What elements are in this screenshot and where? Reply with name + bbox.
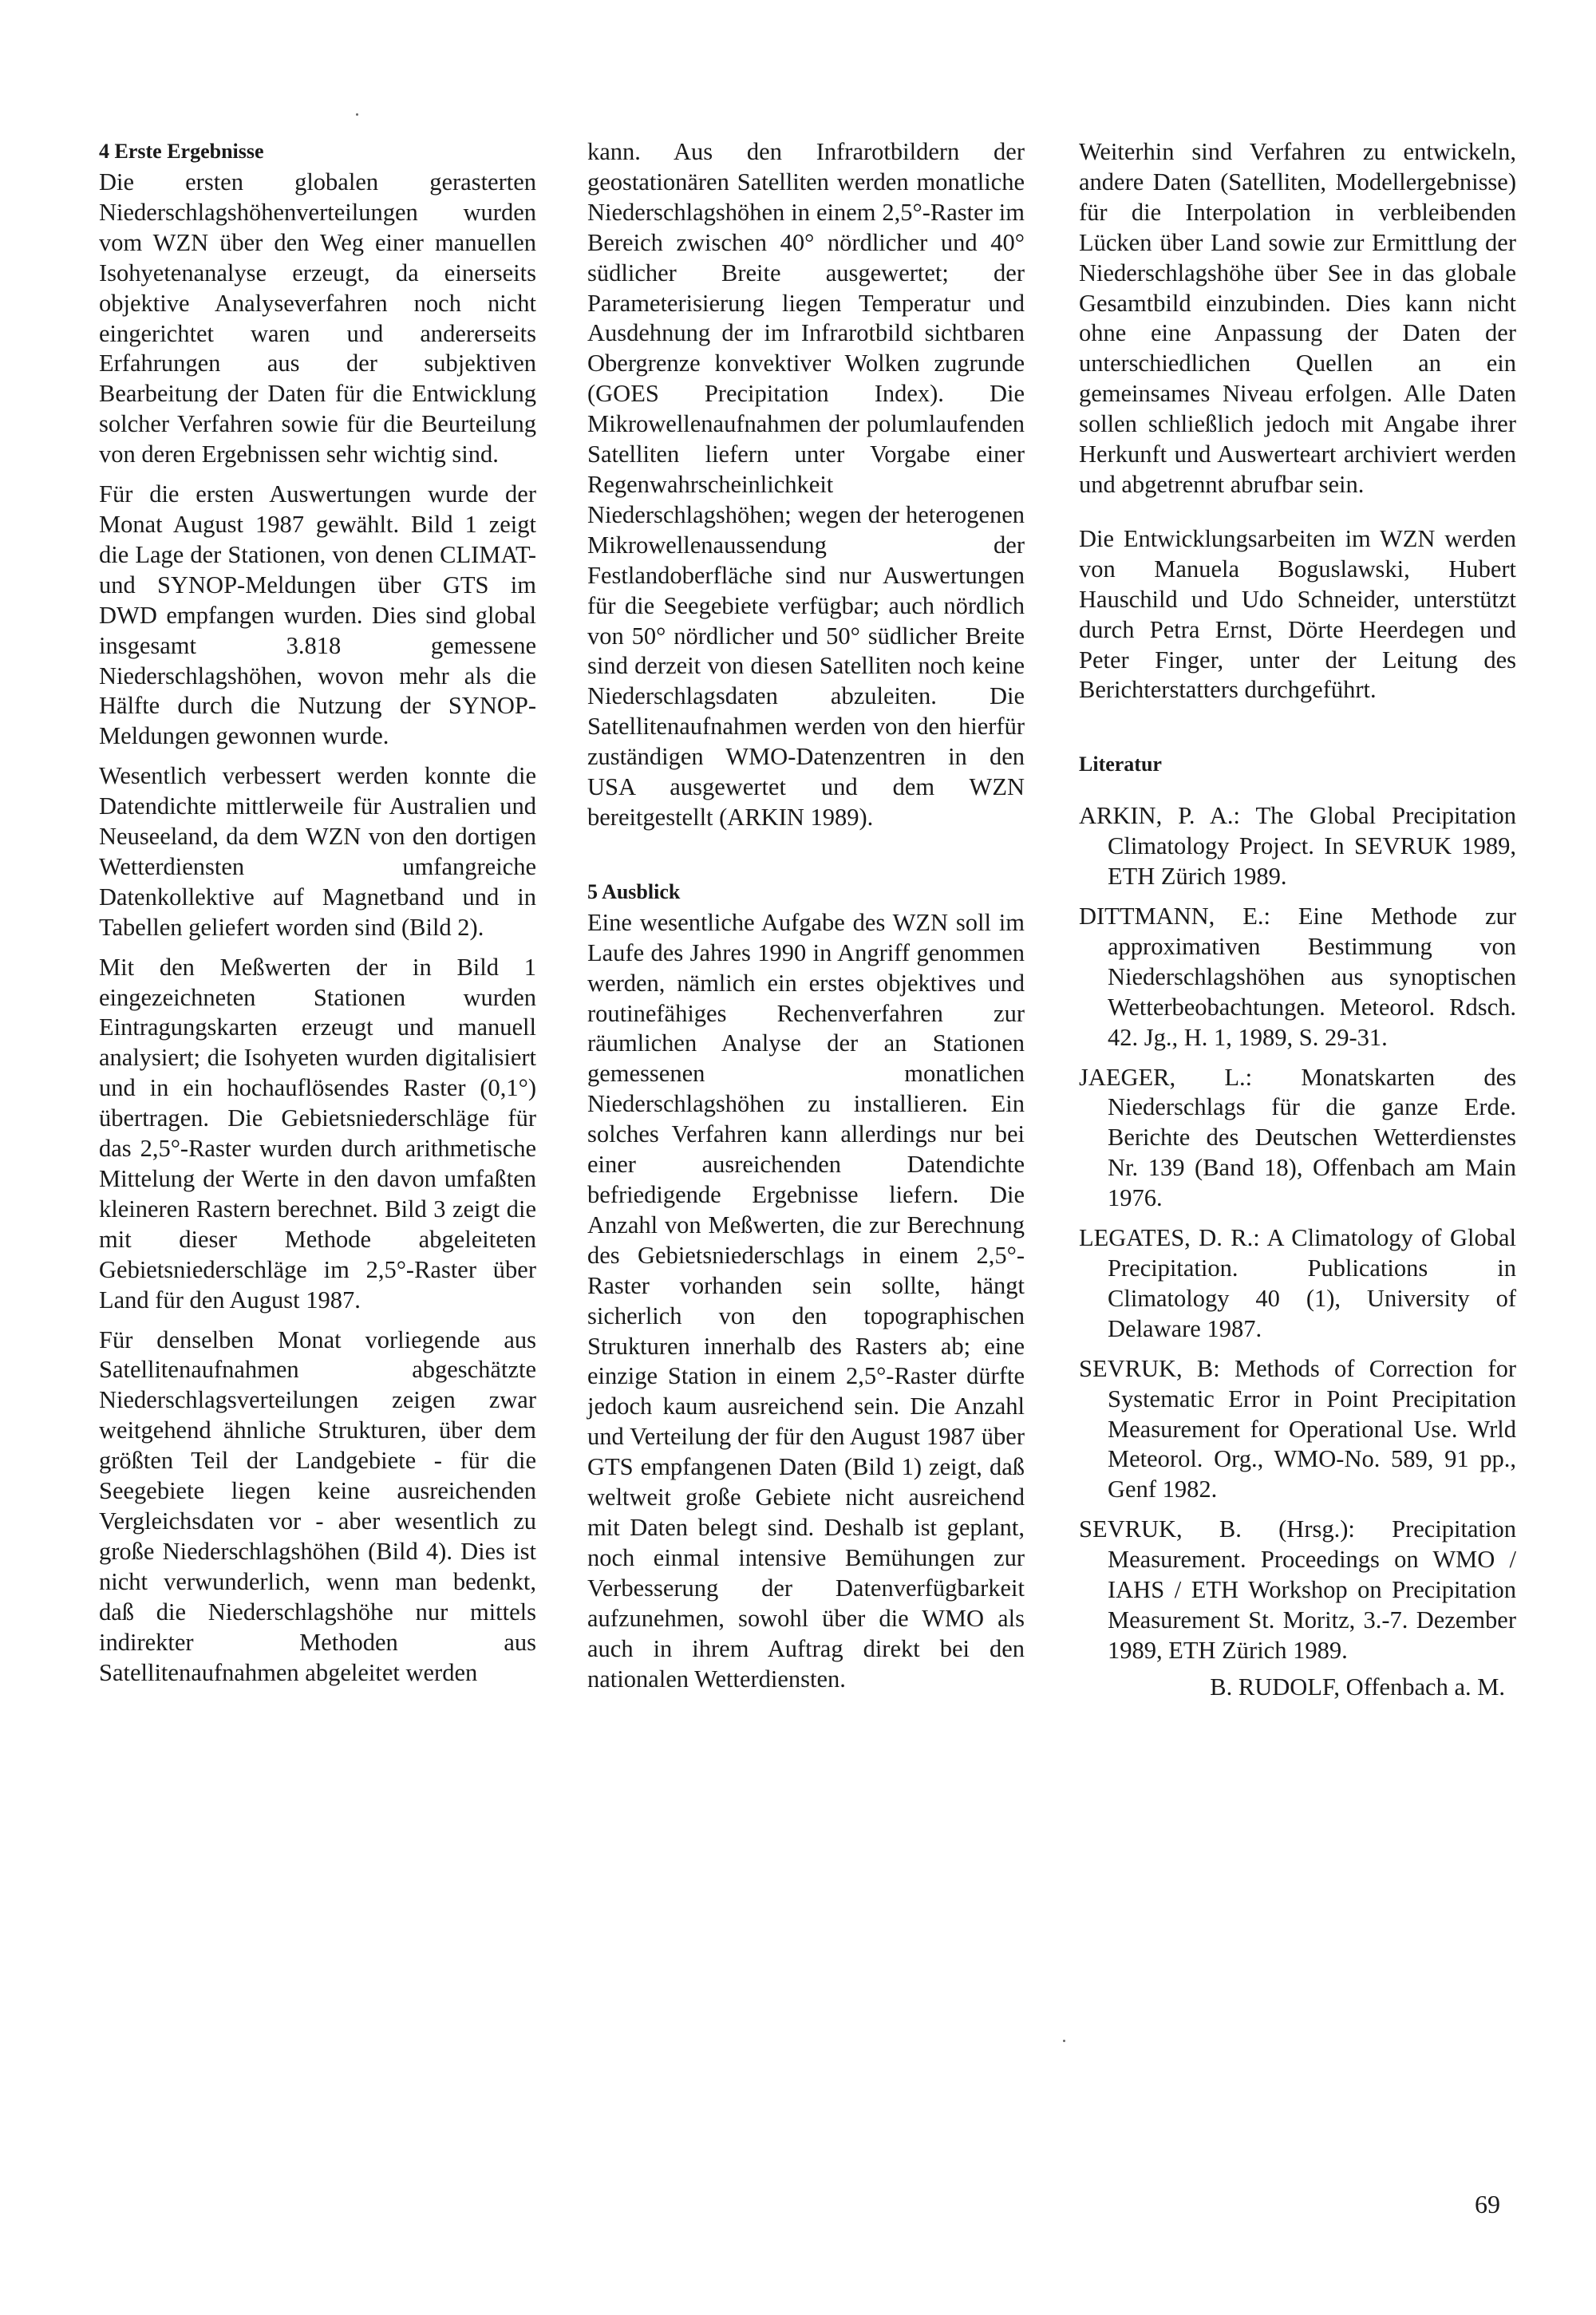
reference-entry: SEVRUK, B. (Hrsg.): Precipitation Measurement. Proceedings on WMO / IAHS / ETH Workshop on Precipitation Measurement St. Moritz, 3.-7. Dezember 1989, ETH Zürich 1989. <box>1079 1515 1516 1664</box>
column-left <box>99 137 536 1697</box>
author-signature: B. RUDOLF, Offenbach a. M. <box>1210 1673 1505 1701</box>
literature-heading: Literatur <box>1079 753 1162 776</box>
column-middle <box>587 137 1025 1704</box>
print-speck <box>1063 2040 1065 2042</box>
reference-entry: JAEGER, L.: Monatskarten des Niederschlags für die ganze Erde. Berichte des Deutschen Wetterdienstes Nr. 139 (Band 18), Offenbach am Main 1976. <box>1079 1063 1516 1212</box>
paragraph: Mit den Meßwerten der in Bild 1 eingezeichneten Stationen wurden Eintragungskarten erzeugt und manuell analysiert; die Isohyeten wurden digitalisiert und in ein hochauflösendes Raster (0,1°) übertragen. Die Gebietsniederschläge für das 2,5°-Raster wurden durch arithmetische Mittelung der Werte in den davon umfaßten kleineren Rastern berechnet. Bild 3 zeigt die mit dieser Methode abgeleiteten Gebietsniederschläge im 2,5°-Raster über Land für den August 1987. <box>99 953 536 1314</box>
section-5-heading: 5 Ausblick <box>587 879 681 903</box>
paragraph: Wesentlich verbessert werden konnte die Datendichte mittlerweile für Australien und Neuseeland, da dem WZN von den dortigen Wetterdiensten umfangreiche Datenkollektive auf Magnetband und in Tabellen geliefert worden sind (Bild 2). <box>99 762 536 941</box>
paragraph: Die ersten globalen gerasterten Niederschlagshöhenverteilungen wurden vom WZN über den Weg einer manuellen Isohyetenanalyse erzeugt, da einerseits objektive Analyseverfahren noch nicht eingerichtet waren und andererseits Erfahrungen aus der subjektiven Bearbeitung der Daten für die Entwicklung solcher Verfahren sowie für die Beurteilung von deren Ergebnissen sehr wichtig sind. <box>99 168 536 468</box>
reference-list <box>1079 801 1516 1665</box>
section-4-heading: 4 Erste Ergebnisse <box>99 140 264 163</box>
column-right <box>1079 137 1516 1703</box>
reference-entry: SEVRUK, B: Methods of Correction for Systematic Error in Point Precipitation Measurement for Operational Use. Wrld Meteorol. Org., WMO-No. 589, 91 pp., Genf 1982. <box>1079 1354 1516 1503</box>
reference-entry: DITTMANN, E.: Eine Methode zur approximativen Bestimmung von Niederschlagshöhen aus synoptischen Wetterbeobachtungen. Meteorol. Rdsch. 42. Jg., H. 1, 1989, S. 29-31. <box>1079 903 1516 1051</box>
paragraph: Eine wesentliche Aufgabe des WZN soll im Laufe des Jahres 1990 in Angriff genommen werden, nämlich ein erstes objektives und routinefähiges Rechenverfahren zur räumlichen Analyse der an Stationen gemessenen monatlichen Niederschlagshöhen zu installieren. Ein solches Verfahren kann allerdings nur bei einer ausreichenden Datendichte befriedigende Ergebnisse liefern. Die Anzahl von Meßwerten, die zur Berechnung des Gebietsniederschlags in einem 2,5°-Raster vorhanden sein sollte, hängt sicherlich von den topographischen Strukturen innerhalb des Rasters ab; eine einzige Station in einem 2,5°-Raster dürfte jedoch kaum ausreichend sein. Die Anzahl und Verteilung der für den August 1987 über GTS empfangenen Daten (Bild 1) zeigt, daß weltweit große Gebiete nicht ausreichend mit Daten belegt sind. Deshalb ist geplant, noch einmal intensive Bemühungen zur Verbesserung der Datenverfügbarkeit aufzunehmen, sowohl über die WMO als auch in ihrem Auftrag direkt bei den nationalen Wetterdiensten. <box>587 908 1025 1693</box>
paragraph: kann. Aus den Infrarotbildern der geostationären Satelliten werden monatliche Niederschlagshöhen in einem 2,5°-Raster im Bereich zwischen 40° nördlicher und 40° südlicher Breite ausgewertet; der Parameterisierung liegen Temperatur und Ausdehnung der im Infrarotbild sichtbaren Obergrenze konvektiver Wolken zugrunde (GOES Precipitation Index). Die Mikrowellenaufnahmen der polumlaufenden Satelliten liefern unter Vorgabe einer Regenwahrscheinlichkeit Niederschlagshöhen; wegen der heterogenen Mikrowellenaussendung der Festlandoberfläche sind nur Auswertungen für die Seegebiete verfügbar; auch nördlich von 50° nördlicher und 50° südlicher Breite sind derzeit von diesen Satelliten noch keine Niederschlagsdaten abzuleiten. Die Satellitenaufnahmen werden von den hierfür zuständigen WMO-Datenzentren in den USA ausgewertet und dem WZN bereitgestellt (ARKIN 1989). <box>587 138 1025 831</box>
paragraph: Für denselben Monat vorliegende aus Satellitenaufnahmen abgeschätzte Niederschlagsverteilungen zeigen zwar weitgehend ähnliche Strukturen, über dem größten Teil der Landgebiete - für die Seegebiete liegen keine ausreichenden Vergleichsdaten vor - aber wesentlich zu große Niederschlagshöhen (Bild 4). Dies ist nicht verwunderlich, wenn man bedenkt, daß die Niederschlagshöhe nur mittels indirekter Methoden aus Satellitenaufnahmen abgeleitet werden <box>99 1325 536 1686</box>
paragraph: Weiterhin sind Verfahren zu entwickeln, andere Daten (Satelliten, Modellergebnisse) für die Interpolation in verbleibenden Lücken über Land sowie zur Ermittlung der Niederschlagshöhe über See in das globale Gesamtbild einzubinden. Dies kann nicht ohne eine Anpassung der Daten der unterschiedlichen Quellen an ein gemeinsames Niveau erfolgen. Alle Daten sollen schließlich jedoch mit Angabe ihrer Herkunft und Auswerteart archiviert werden und abgetrennt abrufbar sein. <box>1079 138 1516 498</box>
print-speck <box>356 113 358 116</box>
paragraph: Für die ersten Auswertungen wurde der Monat August 1987 gewählt. Bild 1 zeigt die Lage der Stationen, von denen CLIMAT- und SYNOP-Meldungen über GTS im DWD empfangen wurden. Dies sind global insgesamt 3.818 gemessene Niederschlagshöhen, wovon mehr als die Hälfte durch die Nutzung der SYNOP-Meldungen gewonnen wurde. <box>99 480 536 750</box>
page-number: 69 <box>1475 2190 1500 2218</box>
paragraph: Die Entwicklungsarbeiten im WZN werden von Manuela Boguslawski, Hubert Hauschild und Udo Schneider, unterstützt durch Petra Ernst, Dörte Heerdegen und Peter Finger, unter der Leitung des Berichterstatters durchgeführt. <box>1079 524 1516 704</box>
reference-entry: LEGATES, D. R.: A Climatology of Global Precipitation. Publications in Climatology 40 (1), University of Delaware 1987. <box>1079 1224 1516 1342</box>
reference-entry: ARKIN, P. A.: The Global Precipitation Climatology Project. In SEVRUK 1989, ETH Zürich 1989. <box>1079 802 1516 891</box>
